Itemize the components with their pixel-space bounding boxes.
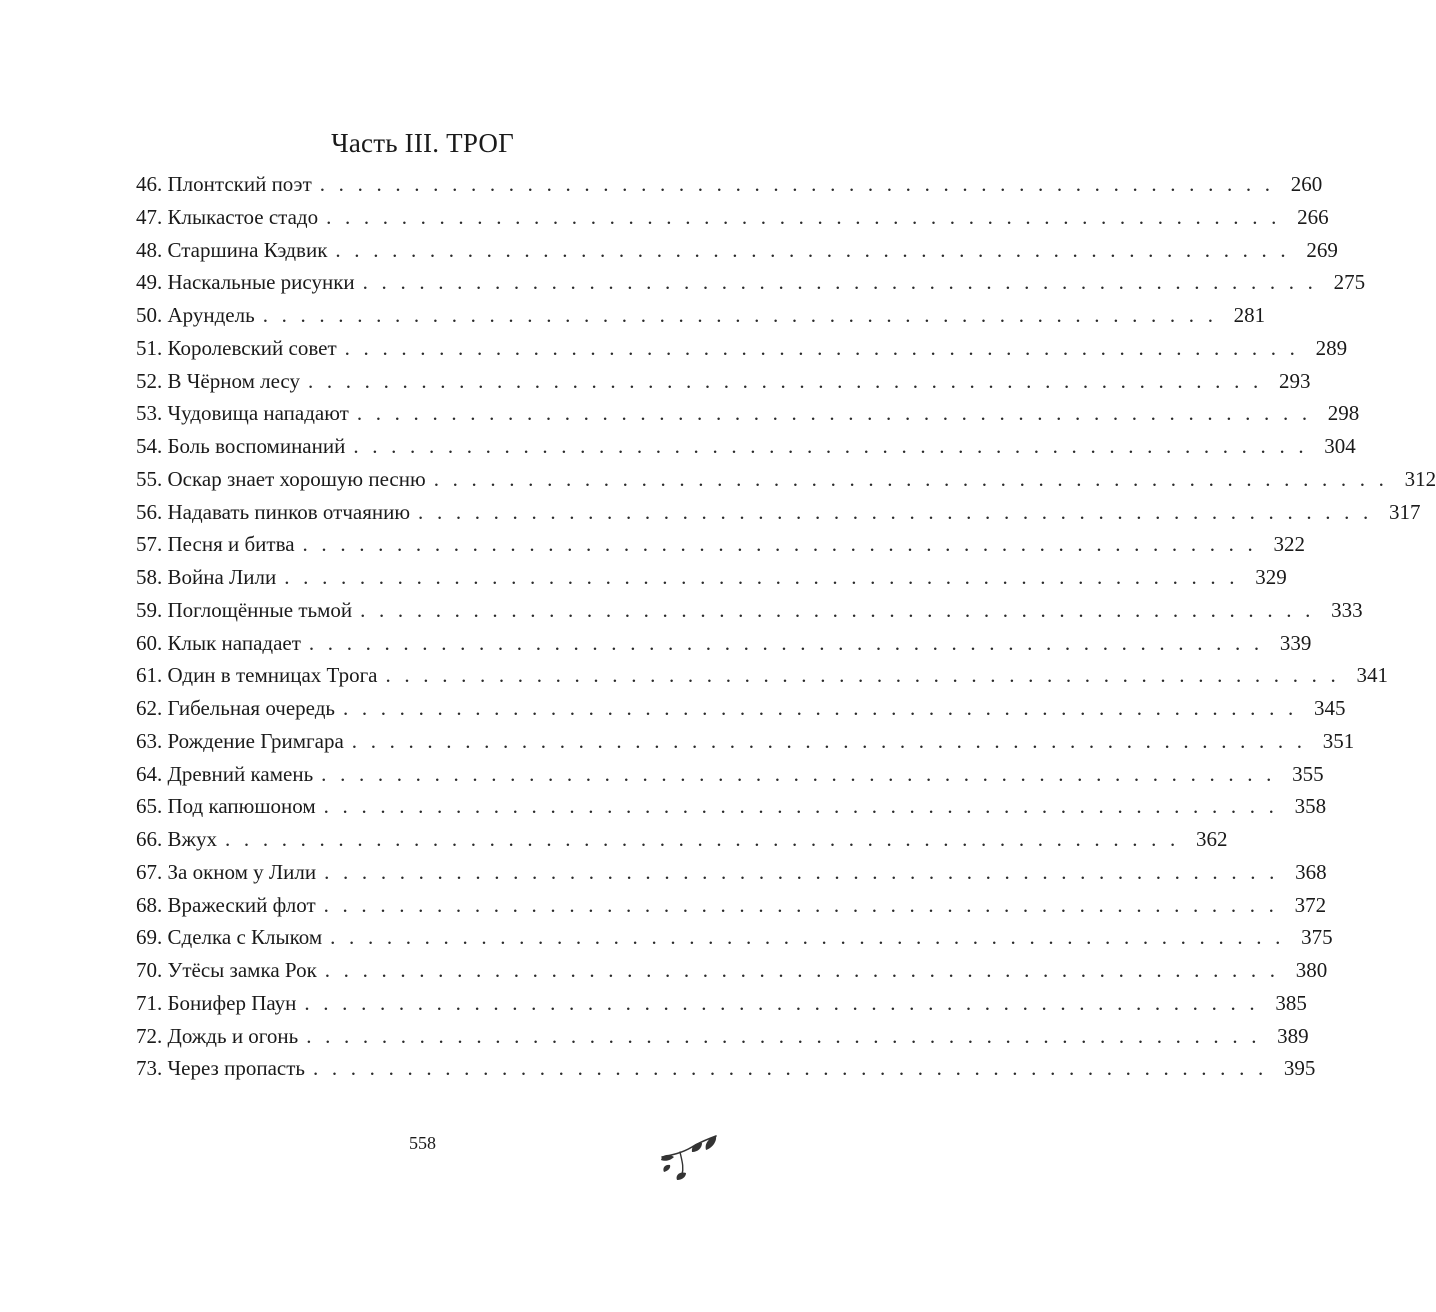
toc-entry-title: 55. Оскар знает хорошую песню	[136, 466, 426, 491]
toc-entry-page: 339	[1279, 630, 1312, 655]
toc-dot-leader: . . . . . . . . . . . . . . . . . . . . . . . . . . . . . . . . . . . . . . . . . . . . . . . . . . .	[284, 565, 1239, 589]
toc-entry-title: 51. Королевский совет	[136, 335, 337, 360]
toc-entry-page: 362	[1195, 827, 1228, 851]
toc-entry	[136, 496, 1421, 529]
toc-entry	[136, 921, 1333, 954]
toc-entry-title: 69. Сделка с Клыком	[136, 925, 323, 950]
toc-dot-leader: . . . . . . . . . . . . . . . . . . . . . . . . . . . . . . . . . . . . . . . . . . . . . . . . . . .	[360, 597, 1315, 622]
toc-entry-title: 63. Рождение Гримгара	[136, 728, 344, 753]
toc-entry	[136, 528, 1305, 561]
toc-dot-leader: . . . . . . . . . . . . . . . . . . . . . . . . . . . . . . . . . . . . . . . . . . . . . . . . . . .	[307, 368, 1263, 393]
toc-entry-page: 266	[1297, 204, 1329, 229]
toc-entry-title: 58. Война Лили	[136, 565, 277, 589]
toc-dot-leader: . . . . . . . . . . . . . . . . . . . . . . . . . . . . . . . . . . . . . . . . . . . . . . . . . . .	[319, 172, 1275, 196]
toc-entry-title: 46. Плонтский поэт	[136, 172, 312, 196]
toc-dot-leader: . . . . . . . . . . . . . . . . . . . . . . . . . . . . . . . . . . . . . . . . . . . . . . . . . . .	[418, 499, 1373, 524]
toc-entry-page: 380	[1295, 958, 1328, 982]
toc-entry	[136, 168, 1323, 201]
toc-entry-title: 56. Надавать пинков отчаянию	[136, 499, 411, 524]
toc-entry-title: 62. Гибельная очередь	[136, 696, 335, 720]
toc-entry-title: 70. Утёсы замка Рок	[136, 958, 317, 982]
toc-entry-title: 57. Песня и битва	[136, 532, 295, 557]
toc-entry	[136, 430, 1356, 463]
toc-entry	[136, 954, 1328, 987]
toc-entry-title: 50. Арундель	[136, 303, 255, 327]
toc-entry	[136, 725, 1355, 758]
toc-entry-page: 345	[1313, 696, 1346, 720]
toc-dot-leader: . . . . . . . . . . . . . . . . . . . . . . . . . . . . . . . . . . . . . . . . . . . . . . . . . . .	[353, 434, 1308, 458]
toc-entry	[136, 823, 1228, 856]
leaf-sprig-icon	[658, 1133, 720, 1181]
toc-entry-page: 385	[1275, 990, 1307, 1015]
toc-entry-title: 47. Клыкастое стадо	[136, 204, 319, 229]
toc-entry-page: 317	[1389, 499, 1421, 524]
toc-entry	[136, 594, 1363, 627]
toc-entry-page: 269	[1306, 237, 1338, 262]
toc-entry	[136, 987, 1307, 1020]
toc-entry-title: 61. Один в темницах Трога	[136, 663, 378, 688]
toc-dot-leader: . . . . . . . . . . . . . . . . . . . . . . . . . . . . . . . . . . . . . . . . . . . . . . . . . . .	[323, 794, 1279, 819]
toc-dot-leader: . . . . . . . . . . . . . . . . . . . . . . . . . . . . . . . . . . . . . . . . . . . . . . . . . . .	[302, 532, 1257, 557]
toc-dot-leader: . . . . . . . . . . . . . . . . . . . . . . . . . . . . . . . . . . . . . . . . . . . . . . . . . . .	[306, 1023, 1261, 1048]
toc-dot-leader: . . . . . . . . . . . . . . . . . . . . . . . . . . . . . . . . . . . . . . . . . . . . . . . . . . .	[356, 401, 1312, 426]
toc-dot-leader: . . . . . . . . . . . . . . . . . . . . . . . . . . . . . . . . . . . . . . . . . . . . . . . . . . .	[362, 270, 1318, 295]
toc-dot-leader: . . . . . . . . . . . . . . . . . . . . . . . . . . . . . . . . . . . . . . . . . . . . . . . . . . .	[351, 728, 1307, 753]
toc-entry-title: 52. В Чёрном лесу	[136, 368, 300, 393]
toc-dot-leader: . . . . . . . . . . . . . . . . . . . . . . . . . . . . . . . . . . . . . . . . . . . . . . . . . . .	[304, 990, 1259, 1015]
toc-entry	[136, 299, 1266, 332]
toc-entry-title: 48. Старшина Кэдвик	[136, 237, 328, 262]
toc-dot-leader: . . . . . . . . . . . . . . . . . . . . . . . . . . . . . . . . . . . . . . . . . . . . . . . . . . .	[344, 335, 1300, 360]
toc-entry	[136, 234, 1338, 267]
toc-entry-page: 322	[1273, 532, 1305, 557]
toc-entry	[136, 692, 1346, 725]
toc-entry	[136, 758, 1324, 791]
toc-entry-page: 312	[1404, 466, 1436, 491]
toc-entry-page: 351	[1322, 728, 1355, 753]
toc-entry-page: 372	[1294, 892, 1327, 917]
toc-entry-page: 375	[1301, 925, 1333, 950]
toc-dot-leader: . . . . . . . . . . . . . . . . . . . . . . . . . . . . . . . . . . . . . . . . . . . . . . . . . . .	[342, 696, 1298, 720]
toc-entry-page: 341	[1356, 663, 1388, 688]
toc-entry	[136, 856, 1327, 889]
toc-entry-page: 289	[1315, 335, 1348, 360]
toc-entry-page: 395	[1283, 1056, 1316, 1081]
toc-entry	[136, 365, 1311, 398]
toc-entry-page: 260	[1290, 172, 1323, 196]
toc-dot-leader: . . . . . . . . . . . . . . . . . . . . . . . . . . . . . . . . . . . . . . . . . . . . . . . . . . .	[308, 630, 1264, 655]
toc-entry-page: 358	[1294, 794, 1327, 819]
toc-entry	[136, 561, 1287, 594]
toc-entry	[136, 397, 1360, 430]
toc-dot-leader: . . . . . . . . . . . . . . . . . . . . . . . . . . . . . . . . . . . . . . . . . . . . . . . . . . .	[335, 237, 1290, 262]
toc-dot-leader: . . . . . . . . . . . . . . . . . . . . . . . . . . . . . . . . . . . . . . . . . . . . . . . . . . .	[385, 663, 1340, 688]
toc-entry	[136, 201, 1329, 234]
toc-dot-leader: . . . . . . . . . . . . . . . . . . . . . . . . . . . . . . . . . . . . . . . . . . . . . . . . . . .	[330, 925, 1285, 950]
toc-dot-leader: . . . . . . . . . . . . . . . . . . . . . . . . . . . . . . . . . . . . . . . . . . . . . . . . . . .	[312, 1056, 1268, 1081]
toc-entry	[136, 1052, 1316, 1085]
toc-entry-title: 54. Боль воспоминаний	[136, 434, 346, 458]
toc-entry-title: 64. Древний камень	[136, 761, 314, 786]
toc-entry-page: 281	[1233, 303, 1266, 327]
toc-entry-title: 67. За окном у Лили	[136, 859, 317, 884]
toc-dot-leader: . . . . . . . . . . . . . . . . . . . . . . . . . . . . . . . . . . . . . . . . . . . . . . . . . . .	[225, 827, 1180, 851]
toc-dot-leader: . . . . . . . . . . . . . . . . . . . . . . . . . . . . . . . . . . . . . . . . . . . . . . . . . . .	[321, 761, 1276, 786]
toc-entry-page: 329	[1255, 565, 1287, 589]
toc-entry	[136, 1020, 1309, 1053]
toc-entry-page: 275	[1333, 270, 1366, 295]
toc-entry	[136, 266, 1366, 299]
toc-dot-leader: . . . . . . . . . . . . . . . . . . . . . . . . . . . . . . . . . . . . . . . . . . . . . . . . . . .	[433, 466, 1389, 491]
toc-entry-page: 304	[1324, 434, 1356, 458]
toc-entry	[136, 627, 1312, 660]
toc-dot-leader: . . . . . . . . . . . . . . . . . . . . . . . . . . . . . . . . . . . . . . . . . . . . . . . . . . .	[324, 859, 1279, 884]
toc-entry-title: 72. Дождь и огонь	[136, 1023, 299, 1048]
toc-entry	[136, 332, 1348, 365]
toc-entry-title: 66. Вжух	[136, 827, 218, 851]
toc-entry-page: 389	[1277, 1023, 1309, 1048]
toc-entry-page: 368	[1295, 859, 1327, 884]
part-title: Часть III. ТРОГ	[331, 128, 514, 158]
table-of-contents	[136, 168, 1436, 1085]
toc-dot-leader: . . . . . . . . . . . . . . . . . . . . . . . . . . . . . . . . . . . . . . . . . . . . . . . . . . .	[324, 958, 1280, 982]
toc-entry	[136, 659, 1388, 692]
page-number: 558	[409, 1133, 436, 1153]
toc-entry-title: 73. Через пропасть	[136, 1056, 305, 1081]
toc-entry-page: 355	[1292, 761, 1324, 786]
toc-entry-title: 65. Под капюшоном	[136, 794, 316, 819]
toc-entry	[136, 889, 1327, 922]
toc-entry	[136, 463, 1436, 496]
toc-entry-page: 293	[1278, 368, 1311, 393]
toc-entry-title: 68. Вражеский флот	[136, 892, 316, 917]
toc-dot-leader: . . . . . . . . . . . . . . . . . . . . . . . . . . . . . . . . . . . . . . . . . . . . . . . . . . .	[323, 892, 1279, 917]
toc-entry-title: 49. Наскальные рисунки	[136, 270, 355, 295]
toc-entry	[136, 790, 1327, 823]
toc-entry-title: 71. Бонифер Паун	[136, 990, 297, 1015]
toc-dot-leader: . . . . . . . . . . . . . . . . . . . . . . . . . . . . . . . . . . . . . . . . . . . . . . . . . . .	[262, 303, 1218, 327]
toc-entry-title: 53. Чудовища нападают	[136, 401, 349, 426]
toc-dot-leader: . . . . . . . . . . . . . . . . . . . . . . . . . . . . . . . . . . . . . . . . . . . . . . . . . . .	[326, 204, 1281, 229]
toc-entry-page: 298	[1327, 401, 1360, 426]
toc-entry-title: 59. Поглощённые тьмой	[136, 597, 353, 622]
toc-entry-title: 60. Клык нападает	[136, 630, 301, 655]
toc-entry-page: 333	[1331, 597, 1363, 622]
